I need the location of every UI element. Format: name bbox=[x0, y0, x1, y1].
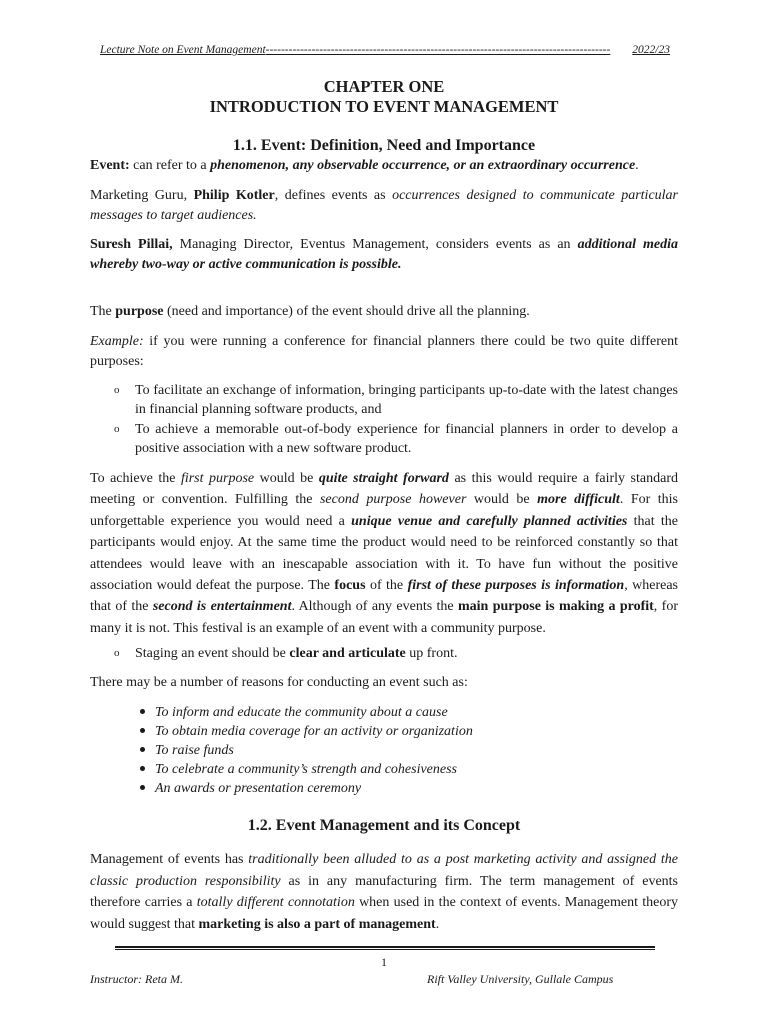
footer-rule bbox=[115, 946, 655, 948]
dot-bullet-icon bbox=[140, 728, 145, 733]
dot-bullet-icon bbox=[140, 709, 145, 714]
running-header bbox=[100, 44, 670, 56]
event-management-paragraph: Management of events has traditionally been alluded to as a post marketing activity and assigned the classic production responsibility as in any manufacturing firm. The term management of events therefore carries a totally different connotation when used in the context of events. Management theory would suggest that marketing is also a part of management. bbox=[90, 852, 679, 932]
section-heading-1-1: 1.1. Event: Definition, Need and Importance bbox=[232, 137, 536, 154]
reason-item: To obtain media coverage for an activity or organization bbox=[140, 722, 473, 741]
chapter-title: INTRODUCTION TO EVENT MANAGEMENT bbox=[209, 97, 559, 116]
staging-bullet: o Staging an event should be clear and articulate up front. bbox=[114, 646, 458, 661]
reason-item: An awards or presentation ceremony bbox=[140, 779, 361, 798]
purpose-discussion: To achieve the first purpose would be quite straight forward as this would require a fairly standard meeting or convention. Fulfilling the second purpose however would be more difficult. For this unforgettable experience you would need a unique venue and carefully planned activities that the participants would enjoy. At the same time the product would need to be reinforced constantly so that attendees would leave with an inescapable association with it. To have fun without the positive association would defeat the purpose. The focus of the first of these purposes is information, whereas that of the second is entertainment. Although of any events the main purpose is making a profit, for many it is not. This festival is an example of an event with a community purpose. bbox=[90, 471, 678, 636]
purpose-bullet-2: o To achieve a memorable out-of-body experience for financial planners in order to develop a positive association with a new software product. bbox=[114, 422, 678, 456]
page-number: 1 bbox=[381, 955, 387, 969]
circle-bullet-icon: o bbox=[114, 423, 120, 435]
circle-bullet-icon: o bbox=[114, 384, 120, 396]
pillai-definition: Suresh Pillai, Managing Director, Eventus Management, considers events as an additional media whereby two-way or active communication is possible. bbox=[90, 237, 678, 272]
reasons-intro: There may be a number of reasons for conducting an event such as: bbox=[90, 675, 468, 690]
footer-rule-thin bbox=[115, 949, 655, 950]
purpose-statement: The purpose (need and importance) of the event should drive all the planning. bbox=[90, 304, 530, 319]
chapter-number: CHAPTER ONE bbox=[323, 77, 445, 96]
reason-item: To celebrate a community’s strength and cohesiveness bbox=[140, 760, 457, 779]
kotler-definition: Marketing Guru, Philip Kotler, defines events as occurrences designed to communicate particular messages to target audiences. bbox=[90, 188, 678, 223]
reason-item: To raise funds bbox=[140, 741, 234, 760]
circle-bullet-icon: o bbox=[114, 647, 120, 659]
header-title: Lecture Note on Event Management bbox=[100, 44, 266, 56]
header-year: 2022/23 bbox=[632, 44, 670, 56]
reason-item: To inform and educate the community about a cause bbox=[140, 703, 448, 722]
dot-bullet-icon bbox=[140, 766, 145, 771]
example-paragraph: Example: if you were running a conference for financial planners there could be two quite different purposes: bbox=[90, 334, 678, 369]
header-dashes: ------------------------------------------------------------------------------------------ bbox=[265, 44, 611, 56]
event-definition: Event: can refer to a phenomenon, any observable occurrence, or an extraordinary occurrence. bbox=[90, 158, 639, 173]
footer-campus: Rift Valley University, Gullale Campus bbox=[427, 972, 614, 986]
footer-instructor: Instructor: Reta M. bbox=[90, 972, 183, 986]
purpose-bullet-1: o To facilitate an exchange of information, bringing participants up-to-date with the latest changes in financial planning software products, and bbox=[114, 383, 678, 417]
section-heading-1-2: 1.2. Event Management and its Concept bbox=[247, 817, 521, 834]
dot-bullet-icon bbox=[140, 747, 145, 752]
dot-bullet-icon bbox=[140, 785, 145, 790]
